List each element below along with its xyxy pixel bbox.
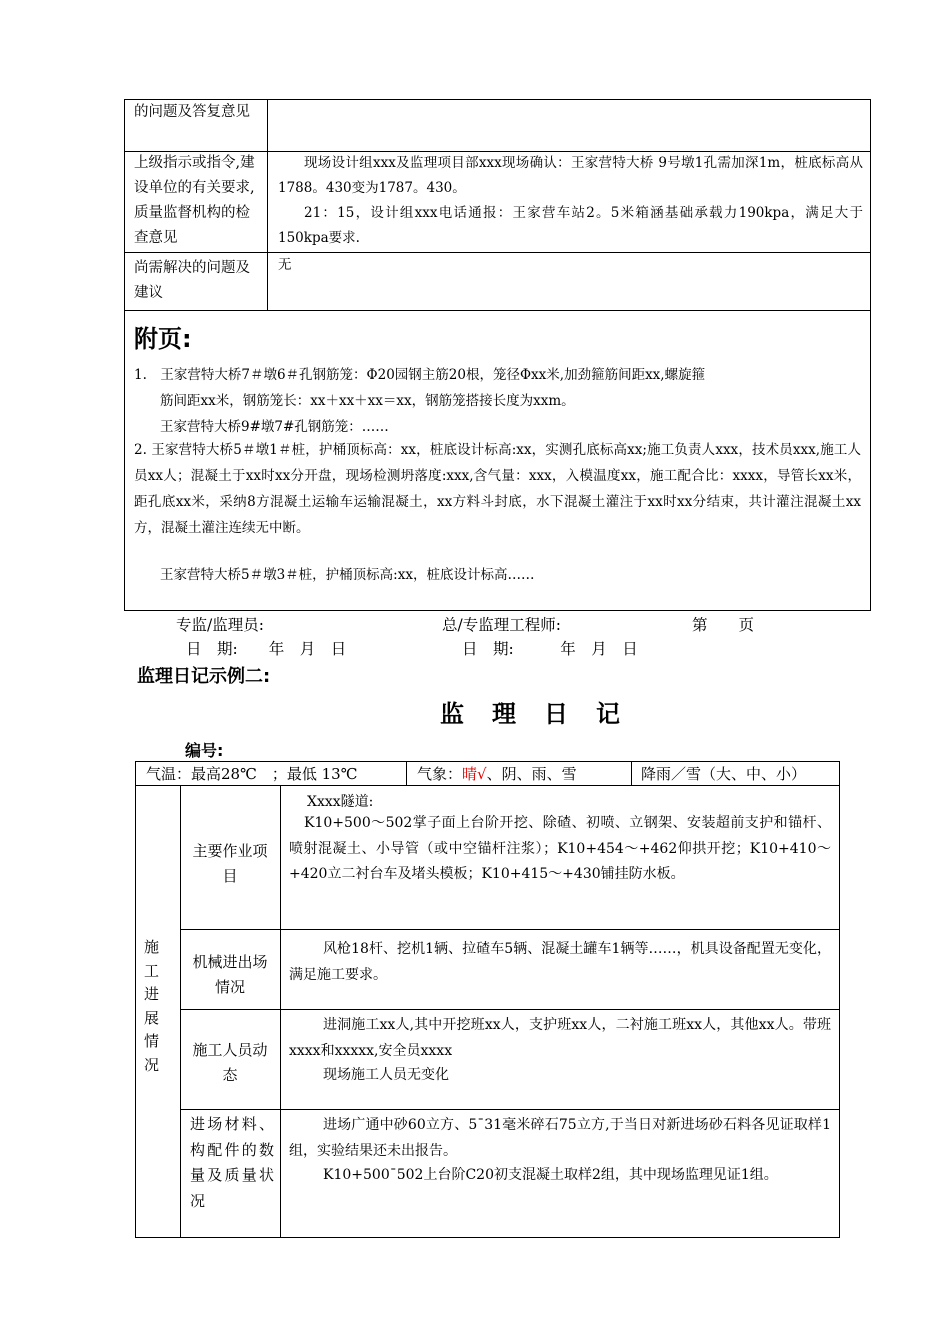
table-border: [180, 929, 840, 930]
example-heading: 监理日记示例二:: [137, 666, 271, 687]
table-border: [180, 1009, 840, 1010]
appendix-item-1-cont: 筋间距xx米，钢筋笼长：xx＋xx＋xx＝xx，钢筋笼搭接长度为xxm。: [160, 393, 575, 409]
row-text-personnel-1: 进洞施工xx人,其中开挖班xx人，支护班xx人，二衬施工班xx人，其他xx人。带班xxxx和xxxxx,安全员xxxx: [289, 1017, 831, 1059]
table-border: [124, 610, 871, 611]
table-border: [124, 310, 871, 311]
row-label-main-work: 主要作业项目: [192, 842, 268, 885]
weather-sunny-checked: 晴√: [462, 765, 487, 783]
row-label-questions: 的问题及答复意见: [134, 104, 250, 120]
row-text-main-work-2: K10+500～502掌子面上台阶开挖、除碴、初喷、立钢架、安装超前支护和锚杆、喷射混凝土、小导管（或中空锚杆注浆）；K10+454～+462仰拱开挖；K10+410～+420立二衬台车及堵头模板；K10+415～+430铺挂防水板。: [289, 815, 831, 882]
table-border: [135, 785, 840, 786]
table-border: [870, 99, 871, 611]
row-text-instructions-1: 现场设计组xxx及监理项目部xxx现场确认：王家营特大桥 9号墩1孔需加深1m，桩底标高从1788。430变为1787。430。: [278, 155, 863, 196]
signature-date-1: 日 期: 年 月 日: [186, 640, 347, 658]
code-label: 编号:: [185, 741, 224, 760]
row-text-materials-1: 进场广通中砂60立方、5ˉ31毫米碎石75立方,于当日对新进场砂石料各见证取样1组，实验结果还未出报告。: [289, 1117, 831, 1159]
appendix-item-1-note: 王家营特大桥9#墩7#孔钢筋笼：……: [160, 419, 389, 435]
signature-date-2: 日 期: 年 月 日: [462, 640, 638, 658]
row-label-materials: 进场材料、构配件的数量及质量状况: [190, 1115, 274, 1210]
signature-chief-engineer: 总/专监理工程师:: [442, 616, 561, 634]
appendix-title: 附页:: [134, 325, 192, 353]
row-label-issues: 尚需解决的问题及建议: [134, 260, 250, 301]
table-border: [267, 99, 268, 311]
table-border: [135, 1237, 840, 1238]
row-label-instructions: 上级指示或指令,建设单位的有关要求,质量监督机构的检查意见: [134, 155, 255, 246]
table-border: [180, 785, 181, 1237]
table-border: [839, 761, 840, 1238]
appendix-item-2: 2. 王家营特大桥5＃墩1＃桩，护桶顶标高：xx，桩底设计标高:xx，实测孔底标高xx;施工负责人xxx，技术员xxx,施工人员xx人；混凝土于xx时xx分开盘，现场检测坍落度:xxx,含气量：xxx，入模温度xx，施工配合比：xxxx，导管长xx米，距孔底xx米，采纳8方混凝土运输车运输混凝土，xx方料斗封底，水下混凝土灌注于xx时xx分结束，共计灌注混凝土xx方，混凝土灌注连续无中断。: [134, 442, 861, 536]
weather-other: 、阴、雨、雪: [486, 765, 577, 783]
table-border: [280, 785, 281, 1237]
row-text-main-work-1: Xxxx隧道:: [307, 794, 374, 810]
weather-conditions: [417, 763, 577, 785]
table-border: [135, 761, 840, 762]
row-text-issues: 无: [278, 257, 292, 273]
row-text-materials-2: K10+500ˉ502上台阶C20初支混凝土取样2组，其中现场监理见证1组。: [323, 1167, 778, 1183]
weather-label: 气象：: [417, 765, 463, 783]
temperature: 气温：最高28℃ ；最低 13℃: [146, 765, 358, 783]
diary-title: 监理日记: [440, 699, 648, 728]
row-label-machinery: 机械进出场情况: [192, 953, 268, 996]
table-border: [135, 761, 136, 1238]
appendix-item-1: 1. 王家营特大桥7＃墩6＃孔钢筋笼：Φ20园钢主筋20根，笼径Φxx米,加劲箍筋间距xx,螺旋箍: [134, 367, 706, 383]
row-text-personnel-2: 现场施工人员无变化: [323, 1067, 449, 1083]
table-border: [124, 99, 125, 611]
signature-supervisor: 专监/监理员:: [176, 616, 264, 634]
appendix-item-3: 王家营特大桥5＃墩3＃桩，护桶顶标高:xx，桩底设计标高……: [160, 567, 535, 583]
table-border: [406, 761, 407, 785]
row-text-instructions-2: 21：15，设计组xxx电话通报：王家营车站2。5米箱涵基础承载力190kpa，满足大于150kpa要求.: [278, 205, 863, 246]
row-text-machinery: 风枪18杆、挖机1辆、拉碴车5辆、混凝土罐车1辆等……，机具设备配置无变化，满足施工要求。: [289, 941, 831, 983]
table-border: [180, 1109, 840, 1110]
page-number: 第 页: [692, 616, 755, 634]
table-border: [631, 761, 632, 785]
precipitation: 降雨／雪（大、中、小）: [641, 765, 807, 783]
side-label-progress: 施工进展情况: [144, 938, 160, 1074]
row-label-personnel: 施工人员动态: [192, 1041, 268, 1084]
